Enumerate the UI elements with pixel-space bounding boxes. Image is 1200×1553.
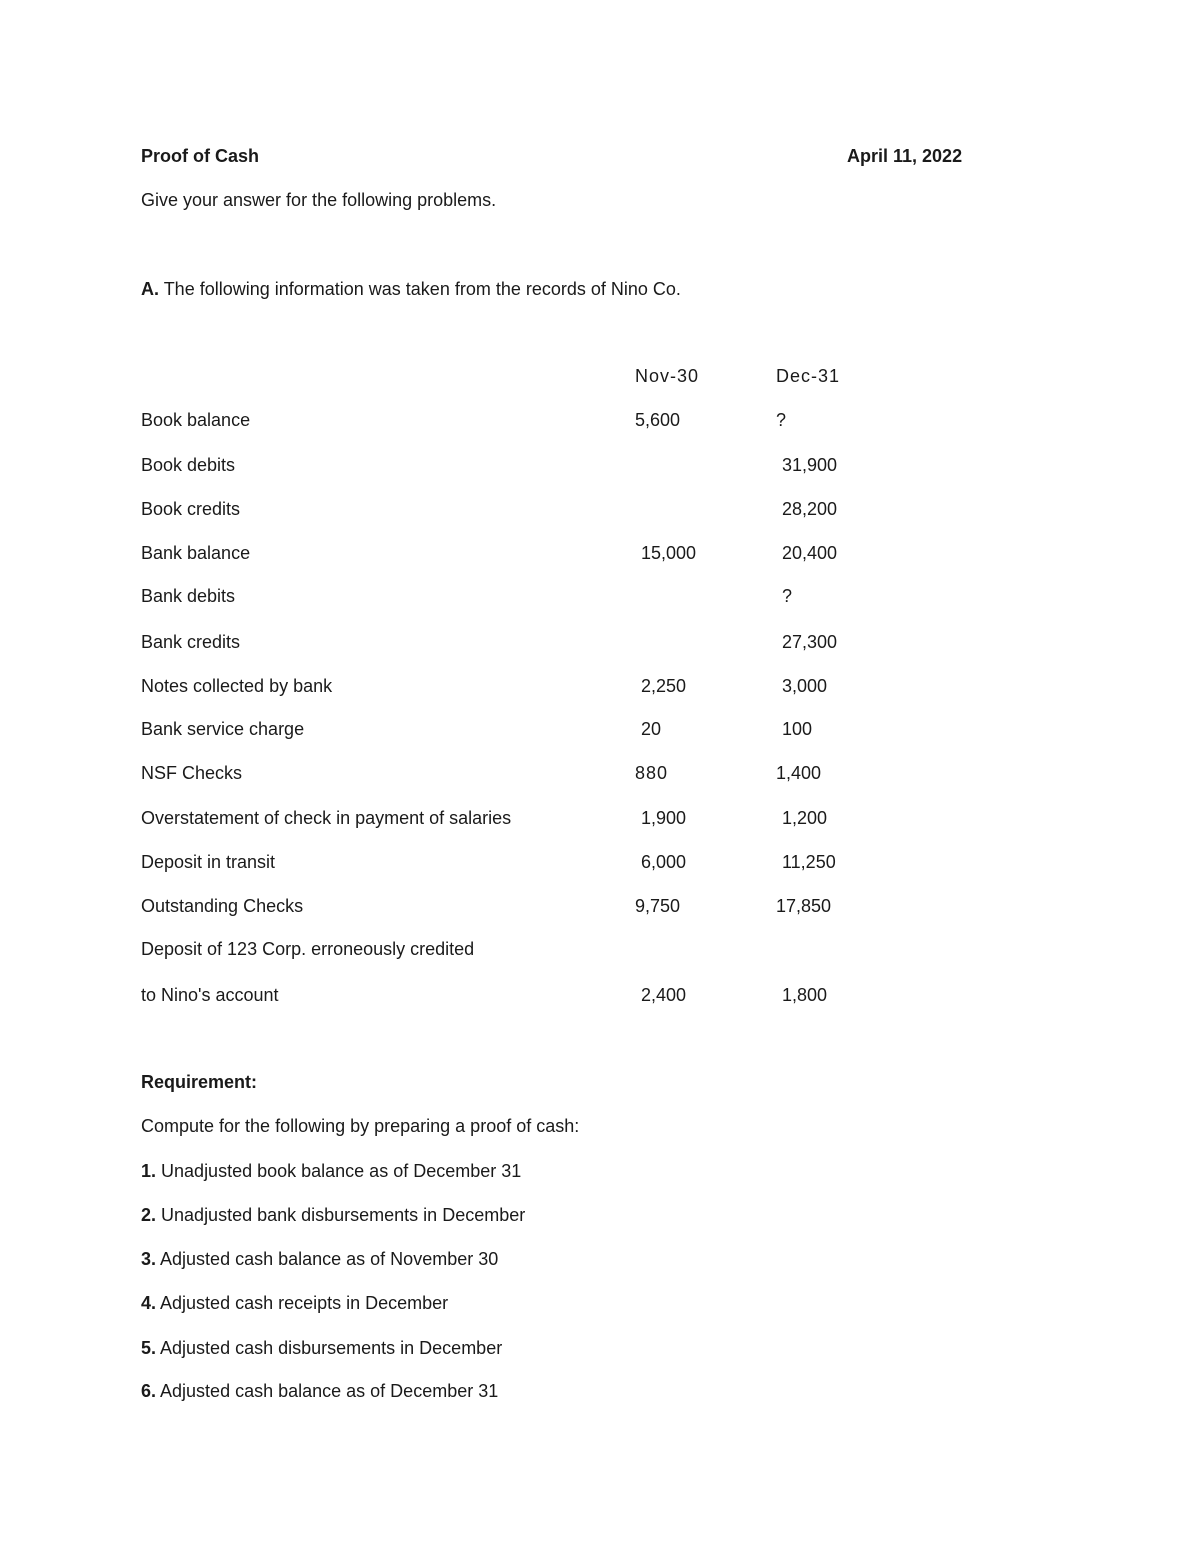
row-label: Book credits [141,499,241,519]
problem-intro-text: The following information was taken from the records of Nino Co. [163,279,681,299]
list-item [141,1337,502,1359]
item-number: 6. [141,1381,157,1401]
list-item [141,1204,525,1226]
row-label: to Nino's account [141,985,279,1005]
row-label: Notes collected by bank [141,676,333,696]
item-text: Unadjusted bank disbursements in December [161,1205,526,1225]
item-text: Adjusted cash balance as of December 31 [160,1381,499,1401]
nov-value: 20 [641,719,662,739]
row-label: Book debits [141,455,236,475]
item-number: 5. [141,1338,157,1358]
nov-value: 6,000 [641,852,687,872]
row-label: Deposit of 123 Corp. erroneously credited [141,939,475,959]
table-row [0,454,1200,476]
item-number: 2. [141,1205,157,1225]
table-row [0,807,1200,829]
table-row [0,851,1200,873]
dec-value: 1,800 [782,985,828,1005]
dec-value: 20,400 [782,543,838,563]
table-row [0,409,1200,431]
table-row [0,498,1200,520]
item-number: 4. [141,1293,157,1313]
table-row [0,895,1200,917]
row-label: NSF Checks [141,763,243,783]
item-text: Adjusted cash balance as of November 30 [160,1249,499,1269]
column-header-nov: Nov-30 [635,366,700,386]
row-label: Bank credits [141,632,241,652]
nov-value: 9,750 [635,896,681,916]
document-date: April 11, 2022 [847,146,963,166]
item-text: Adjusted cash receipts in December [160,1293,449,1313]
row-label: Outstanding Checks [141,896,304,916]
row-label: Overstatement of check in payment of salaries [141,808,512,828]
dec-value: 100 [782,719,813,739]
document-title: Proof of Cash [141,146,260,166]
problem-letter: A. [141,279,159,299]
dec-value: 1,200 [782,808,828,828]
row-label: Bank balance [141,543,251,563]
table-row [0,938,1200,960]
table-row [0,631,1200,653]
requirement-heading: Requirement: [141,1072,258,1092]
row-label: Book balance [141,410,251,430]
list-item [141,1248,498,1270]
dec-value: 31,900 [782,455,838,475]
instructions-text: Give your answer for the following problems. [141,190,497,210]
table-row [0,718,1200,740]
table-row [0,984,1200,1006]
dec-value: 11,250 [782,852,836,872]
dec-value: ? [782,586,793,606]
nov-value: 5,600 [635,410,681,430]
dec-value: 1,400 [776,763,822,783]
table-row [0,585,1200,607]
row-label: Bank debits [141,586,236,606]
item-number: 3. [141,1249,157,1269]
row-label: Deposit in transit [141,852,276,872]
item-text: Adjusted cash disbursements in December [160,1338,503,1358]
table-row [0,762,1200,784]
column-header-dec: Dec-31 [776,366,841,386]
requirement-intro: Compute for the following by preparing a proof of cash: [141,1116,580,1136]
dec-value: ? [776,410,787,430]
nov-value: 1,900 [641,808,687,828]
nov-value: 2,250 [641,676,687,696]
list-item [141,1160,521,1182]
table-row [0,542,1200,564]
table-row [0,675,1200,697]
row-label: Bank service charge [141,719,305,739]
nov-value: 2,400 [641,985,687,1005]
dec-value: 17,850 [776,896,832,916]
dec-value: 28,200 [782,499,838,519]
item-number: 1. [141,1161,157,1181]
nov-value: 15,000 [641,543,697,563]
dec-value: 3,000 [782,676,828,696]
list-item [141,1380,498,1402]
problem-intro [141,278,681,300]
list-item [141,1292,448,1314]
item-text: Unadjusted book balance as of December 31 [161,1161,522,1181]
nov-value: 880 [635,763,669,783]
dec-value: 27,300 [782,632,838,652]
